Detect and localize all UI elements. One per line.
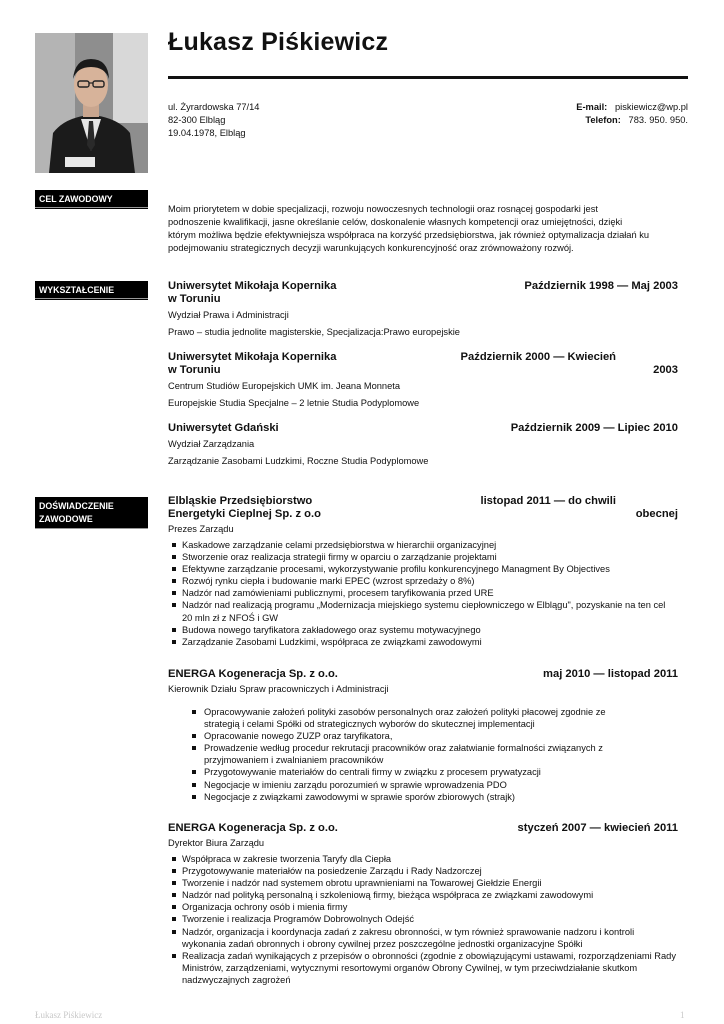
list-item: Opracowanie nowego ZUZP oraz taryfikatora, [168, 730, 643, 742]
list-item: Nadzór nad polityką personalną i szkoleniową firmy, bieżąca współpraca ze związkami zawodowymi [168, 889, 678, 901]
footer-name: Łukasz Piśkiewicz [35, 1010, 103, 1020]
list-item: Nadzór nad realizacją programu „Modernizacja miejskiego systemu ciepłowniczego w Elblągu", pozyskanie na ten cel 20 mln zł z NFOŚ i GW [168, 599, 678, 623]
person-name: Łukasz Piśkiewicz [168, 28, 389, 56]
phone-value: 783. 950. 950. [628, 115, 688, 125]
education-entry [168, 351, 678, 410]
education-faculty: Wydział Zarządzania [168, 439, 255, 449]
header-rule [168, 76, 688, 79]
list-item: Przygotowywanie materiałów do centrali firmy w związku z procesem prywatyzacji [168, 766, 643, 778]
list-item: Rozwój rynku ciepła i budowanie marki EPEC (wzrost sprzedaży o 8%) [168, 575, 678, 587]
birth-info: 19.04.1978, Elbląg [168, 128, 246, 138]
email-label: E-mail: [576, 102, 608, 112]
job-entry [168, 495, 678, 648]
education-faculty: Wydział Prawa i Administracji [168, 310, 289, 320]
job-role: Kierownik Działu Spraw pracowniczych i Administracji [168, 684, 389, 694]
education-program: Zarządzanie Zasobami Ludzkimi, Roczne Studia Podyplomowe [168, 456, 429, 466]
section-label-experience: DOŚWIADCZENIE ZAWODOWE [35, 497, 148, 529]
education-dates-cont: 2003 [653, 364, 678, 376]
list-item: Negocjacje w imieniu zarządu porozumień w sprawie wprowadzenia PDO [168, 779, 643, 791]
education-dates: Październik 1998 — Maj 2003 [524, 280, 678, 292]
profile-photo [35, 33, 148, 173]
list-item: Kaskadowe zarządzanie celami przedsiębiorstwa w hierarchii organizacyjnej [168, 539, 678, 551]
list-item: Realizacja zadań wynikających z przepisów o obronności (zgodnie z obowiązującymi ustawami, rozporządzeniami Rady Ministrów, zarządzeniami, wytycznymi resortowymi organów Obrony Cywilnej, w tym przeciwdziałanie skutkom nadzwyczajnych zagrożeń [168, 950, 678, 986]
list-item: Współpraca w zakresie tworzenia Taryfy dla Ciepła [168, 853, 678, 865]
list-item: Organizacja ochrony osób i mienia firmy [168, 901, 678, 913]
education-program: Europejskie Studia Specjalne – 2 letnie Studia Podyplomowe [168, 398, 420, 408]
section-divider [35, 298, 148, 299]
list-item: Budowa nowego taryfikatora zakładowego oraz systemu motywacyjnego [168, 624, 678, 636]
list-item: Tworzenie i realizacja Programów Dobrowolnych Odejść [168, 913, 678, 925]
contact-address [168, 101, 259, 140]
education-faculty: Centrum Studiów Europejskich UMK im. Jeana Monneta [168, 381, 401, 391]
education-dates: Październik 2009 — Lipiec 2010 [510, 422, 678, 434]
address-street: ul. Żyrardowska 77/14 [168, 102, 260, 112]
education-entry [168, 280, 678, 339]
list-item: Negocjacje z związkami zawodowymi w sprawie sporów zbiorowych (strajk) [168, 791, 643, 803]
goal-text: Moim priorytetem w dobie specjalizacji, rozwoju nowoczesnych technologii oraz rosnącej gospodarki jest podnoszenie kwalifikacji, jasne określanie celów, doskonalenie własnych kompetencji oraz umiejętności, dzięki którym możliwa będzie efektywniejsza współpraca na korzyść przedsiębiorstwa, jak również optymalizacja działań ku podejmowaniu strategicznych decyzji warunkujących konkurencyjność oraz zrównoważony rozwój. [168, 204, 650, 253]
job-duties [168, 853, 678, 986]
list-item: Zarządzanie Zasobami Ludzkimi, współpraca ze związkami zawodowymi [168, 636, 678, 648]
job-dates: maj 2010 — listopad 2011 [543, 668, 678, 680]
job-dates: styczeń 2007 — kwiecień 2011 [517, 822, 678, 834]
list-item: Nadzór nad zamówieniami publicznymi, procesem taryfikowania przed URE [168, 587, 678, 599]
list-item: Stworzenie oraz realizacja strategii firmy w oparciu o zarządzanie projektami [168, 551, 678, 563]
job-role: Dyrektor Biura Zarządu [168, 838, 265, 848]
company-name: Elbląskie Przedsiębiorstwo Energetyki Cieplnej Sp. z o.o [168, 495, 321, 520]
section-label-goal: CEL ZAWODOWY [35, 190, 148, 209]
job-role: Prezes Zarządu [168, 524, 234, 534]
education-program: Prawo – studia jednolite magisterskie, Specjalizacja:Prawo europejskie [168, 327, 460, 337]
school-name: Uniwersytet Mikołaja Kopernika w Toruniu [168, 280, 337, 305]
address-city: 82-300 Elbląg [168, 115, 226, 125]
section-divider [35, 528, 148, 529]
education-entry [168, 422, 678, 468]
page-number: 1 [680, 1010, 685, 1020]
job-duties [168, 706, 643, 803]
job-duties [168, 539, 678, 648]
phone-label: Telefon: [585, 115, 621, 125]
contact-details [440, 101, 688, 127]
education-dates: Październik 2000 — Kwiecień [460, 351, 616, 363]
job-entry [168, 822, 678, 986]
email-value[interactable]: piskiewicz@wp.pl [615, 102, 688, 112]
company-name: ENERGA Kogeneracja Sp. z o.o. [168, 822, 338, 834]
list-item: Przygotowywanie materiałów na posiedzenie Zarządu i Rady Nadzorczej [168, 865, 678, 877]
school-name: Uniwersytet Mikołaja Kopernika w Toruniu [168, 351, 337, 376]
job-dates: listopad 2011 — do chwili [480, 495, 616, 507]
company-name: ENERGA Kogeneracja Sp. z o.o. [168, 668, 338, 680]
list-item: Nadzór, organizacja i koordynacja zadań z zakresu obronności, w tym również sprawowanie nadzoru i kontroli wykonania zadań obronnych i obrony cywilnej przez poszczególne jednostki organizacyjne Spółki [168, 926, 678, 950]
list-item: Efektywne zarządzanie procesami, wykorzystywanie profilu konkurencyjnego Managment By Objectives [168, 563, 678, 575]
section-label-education: WYKSZTAŁCENIE [35, 281, 148, 300]
school-name: Uniwersytet Gdański [168, 422, 279, 434]
job-dates-cont: obecnej [635, 508, 678, 520]
job-entry [168, 668, 678, 803]
list-item: Prowadzenie według procedur rekrutacji pracowników oraz załatwianie formalności związanych z przyjmowaniem i zwalnianiem pracowników [168, 742, 643, 766]
list-item: Tworzenie i nadzór nad systemem obrotu uprawnieniami na Towarowej Giełdzie Energii [168, 877, 678, 889]
list-item: Opracowywanie założeń polityki zasobów personalnych oraz założeń polityki płacowej zgodnie ze strategią i celami Spółki od strategicznych wyborów do skutecznej implementacji [168, 706, 643, 730]
section-divider [35, 207, 148, 208]
